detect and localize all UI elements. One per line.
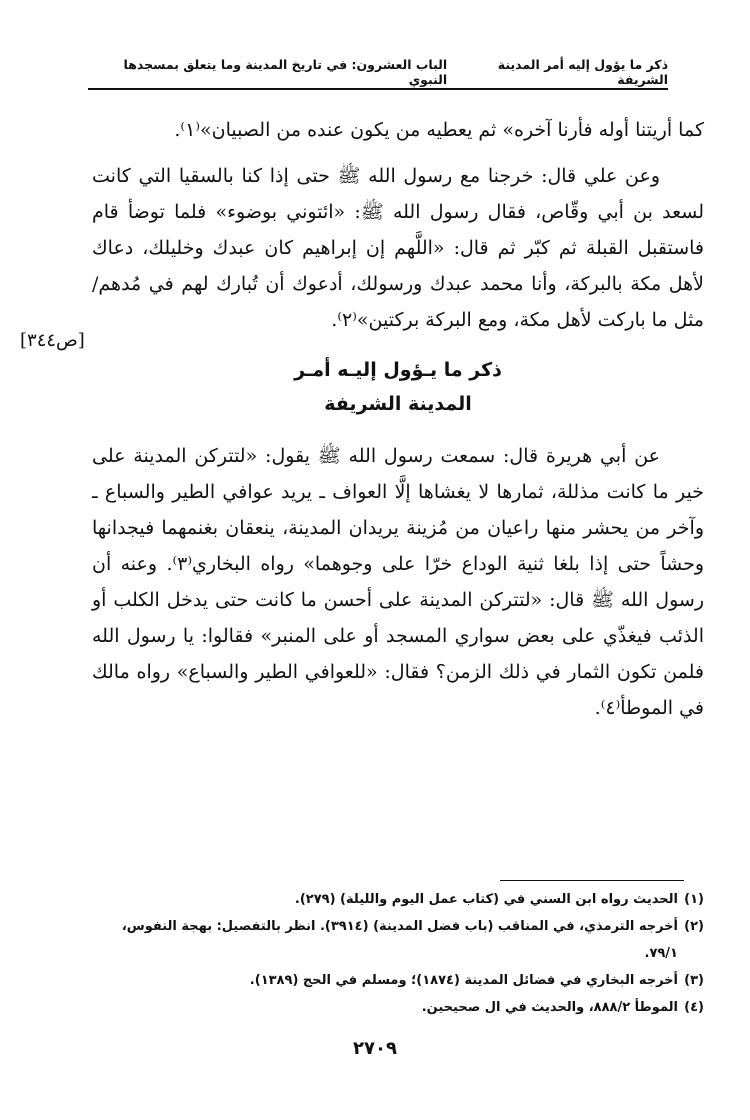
footnote-3 (92, 967, 704, 994)
section-heading-line-1: ذكر ما يـؤول إليـه أمـر (294, 359, 502, 381)
footnote-number: (٤) (684, 1000, 704, 1015)
page-number: ٢٧٠٩ (353, 1038, 397, 1059)
main-text (92, 112, 704, 726)
running-header-right: ذكر ما يؤول إليه أمر المدينة الشريفة (497, 57, 668, 87)
footnote-4 (92, 994, 704, 1021)
footnote-text: الموطأ ٨٨٨/٢، والحديث في ال صحيحين. (421, 1000, 678, 1015)
footnote-1 (92, 886, 704, 913)
footnote-number: (٢) (684, 919, 704, 934)
section-heading-line-2: المدينة الشريفة (324, 393, 472, 415)
margin-page-reference: [ص٣٤٤] (20, 330, 85, 351)
paragraph-2 (92, 158, 704, 338)
footnote-text: أخرجه البخاري في فضائل المدينة (١٨٧٤)؛ ومسلم في الحج (١٣٨٩). (249, 973, 678, 988)
footnote-separator (500, 880, 684, 881)
footnote-text: أخرجه الترمذي، في المناقب (باب فضل المدينة) (٣٩١٤). انظر بالتفصيل: بهجة النفوس، ٧٩/١. (121, 919, 678, 961)
running-header-left: الباب العشرون: في تاريخ المدينة وما يتعلق بمسجدها النبوي (123, 57, 448, 87)
footnotes (92, 886, 704, 1021)
paragraph-1-text: كما أريتنا أوله فأرنا آخره» ثم يعطيه من يكون عنده من الصبيان»⁽١⁾. (174, 119, 704, 141)
running-header (88, 57, 668, 90)
paragraph-3-text: عن أبي هريرة قال: سمعت رسول الله ﷺ يقول: «لتتركن المدينة على خير ما كانت مذللة، ثمارها لا يغشاها إلَّا العواف ـ يريد عوافي الطير والسباع ـ وآخر من يحشر منها راعيان من مُزينة يريدان المدينة، ينعقان بغنمهما فيجدانها وحشاً حتى إذا بلغا ثنية الوداع خرّا على وجوهما» رواه البخاري⁽٣⁾. وعنه أن رسول الله ﷺ قال: «لتتركن المدينة على أحسن ما كانت حتى يدخل الكلب أو الذئب فيغذّي على بعض سواري المسجد أو على المنبر» فقالوا: يا رسول الله فلمن تكون الثمار في ذلك الزمن؟ فقال: «للعوافي الطير والسباع» رواه مالك في الموطأ⁽٤⁾. (92, 445, 704, 719)
footnote-number: (٣) (684, 973, 704, 988)
footnote-number: (١) (684, 892, 704, 907)
paragraph-2-text: وعن علي قال: خرجنا مع رسول الله ﷺ حتى إذا كنا بالسقيا التي كانت لسعد بن أبي وقّاص، فقال رسول الله ﷺ: «ائتوني بوضوء» فلما توضأ قام فاستقبل القبلة ثم كبّر ثم قال: «اللَّهم إن إبراهيم كان عبدك وخليلك، دعاك لأهل مكة بالبركة، وأنا محمد عبدك ورسولك، أدعوك أن تُبارك لهم في مُدهم/ مثل ما باركت لأهل مكة، ومع البركة بركتين»⁽٢⁾. (92, 165, 704, 331)
section-heading (92, 354, 704, 420)
footnote-text: الحديث رواه ابن السني في (كتاب عمل اليوم والليلة) (٢٧٩). (294, 892, 678, 907)
paragraph-3 (92, 438, 704, 726)
footnote-2 (92, 913, 704, 967)
paragraph-1 (92, 112, 704, 148)
